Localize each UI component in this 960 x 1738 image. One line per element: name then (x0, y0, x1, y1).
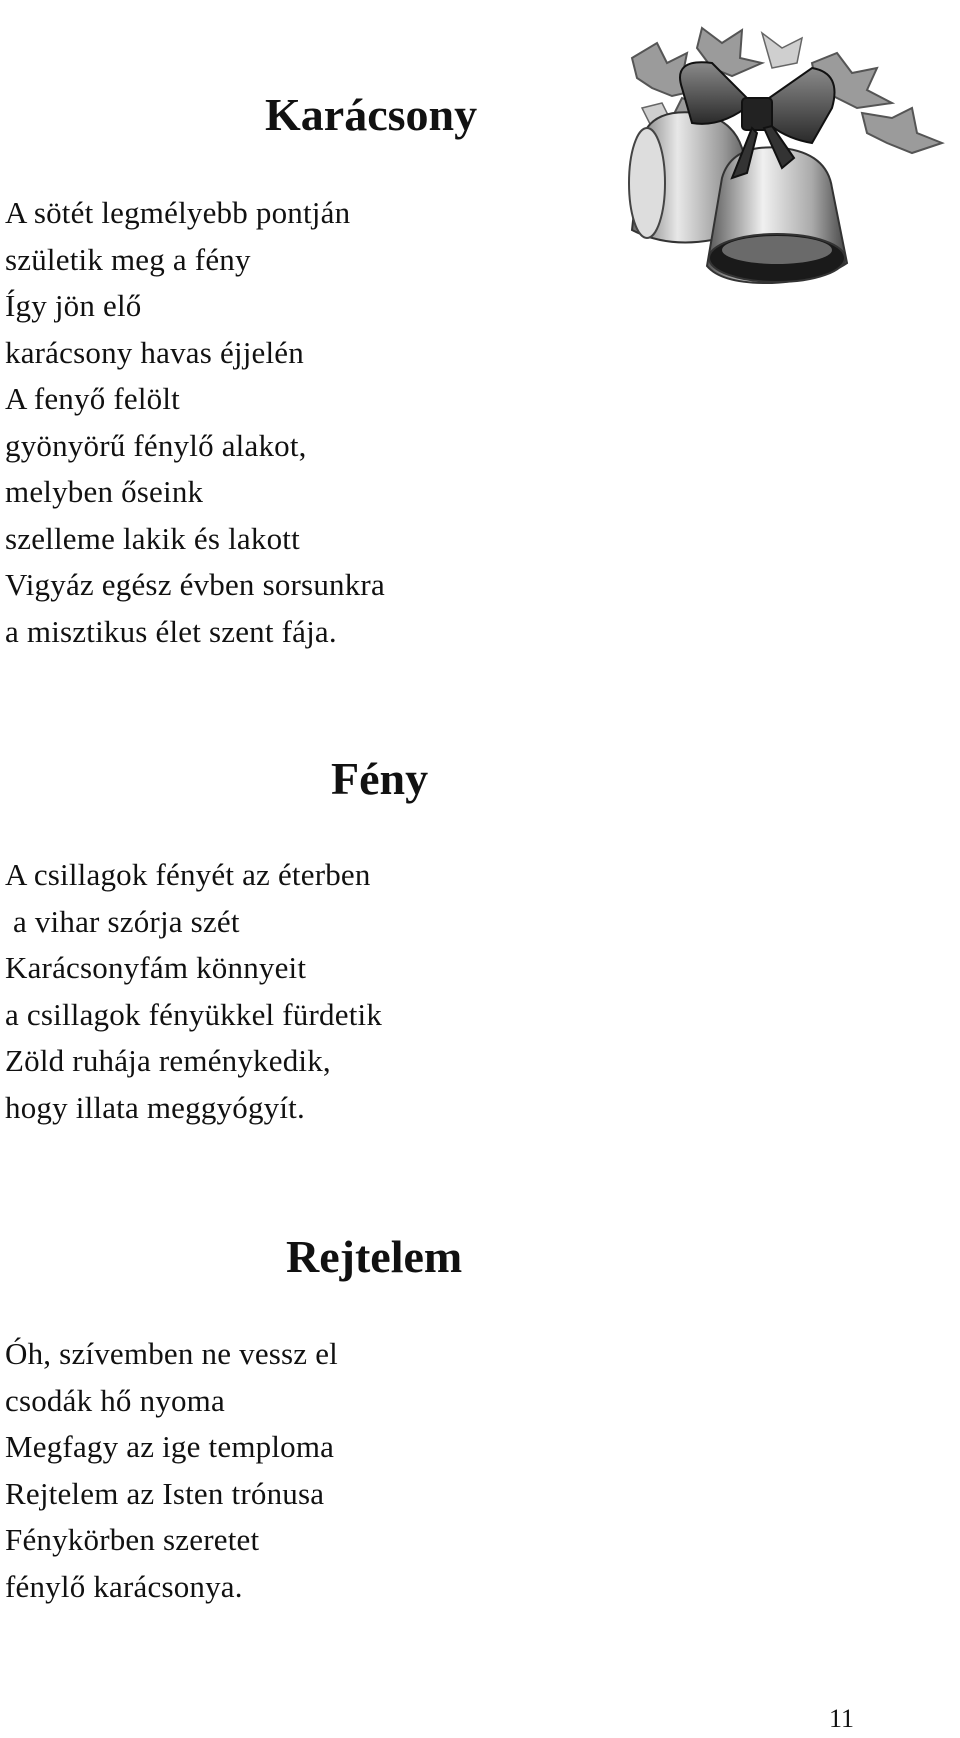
poem-line: Rejtelem az Isten trónusa (5, 1475, 325, 1511)
poem-line: Vigyáz egész évben sorsunkra (5, 567, 385, 602)
poem-line: A sötét legmélyebb pontján (5, 195, 351, 230)
page-number: 11 (828, 1704, 854, 1733)
poem-line: gyönyörű fénylő alakot, (5, 427, 307, 463)
poem-title-karacsony: Karácsony (265, 89, 478, 140)
poem-line: Karácsonyfám könnyeit (5, 950, 307, 985)
poem-line: hogy illata meggyógyít. (5, 1089, 305, 1125)
poem-line: karácsony havas éjjelén (5, 334, 304, 370)
poem-line: Fénykörben szeretet (5, 1522, 260, 1557)
poem-title-rejtelem: Rejtelem (286, 1231, 463, 1282)
poem-line: A fenyő felölt (5, 381, 180, 416)
poem-body-feny (5, 852, 382, 1131)
poem-title-feny: Fény (331, 753, 429, 804)
christmas-bells-icon (612, 18, 948, 308)
poem-line: a csillagok fényükkel fürdetik (5, 996, 383, 1032)
poem-line: Zöld ruhája reménykedik, (5, 1043, 331, 1078)
poem-line: a misztikus élet szent fája. (5, 613, 337, 649)
poem-line: szelleme lakik és lakott (5, 520, 300, 556)
poem-line: csodák hő nyoma (5, 1382, 225, 1418)
poem-line: melyben őseink (5, 474, 204, 509)
poem-line: A csillagok fényét az éterben (5, 857, 371, 892)
poem-body-rejtelem (5, 1331, 338, 1610)
poem-line: fénylő karácsonya. (5, 1568, 243, 1604)
poem-line: születik meg a fény (5, 241, 251, 277)
poem-body-karacsony (5, 190, 385, 655)
poem-line: Így jön elő (5, 288, 142, 323)
poem-line: Megfagy az ige temploma (5, 1429, 335, 1464)
poem-line: a vihar szórja szét (5, 903, 240, 939)
poem-line: Óh, szívemben ne vessz el (5, 1336, 338, 1371)
